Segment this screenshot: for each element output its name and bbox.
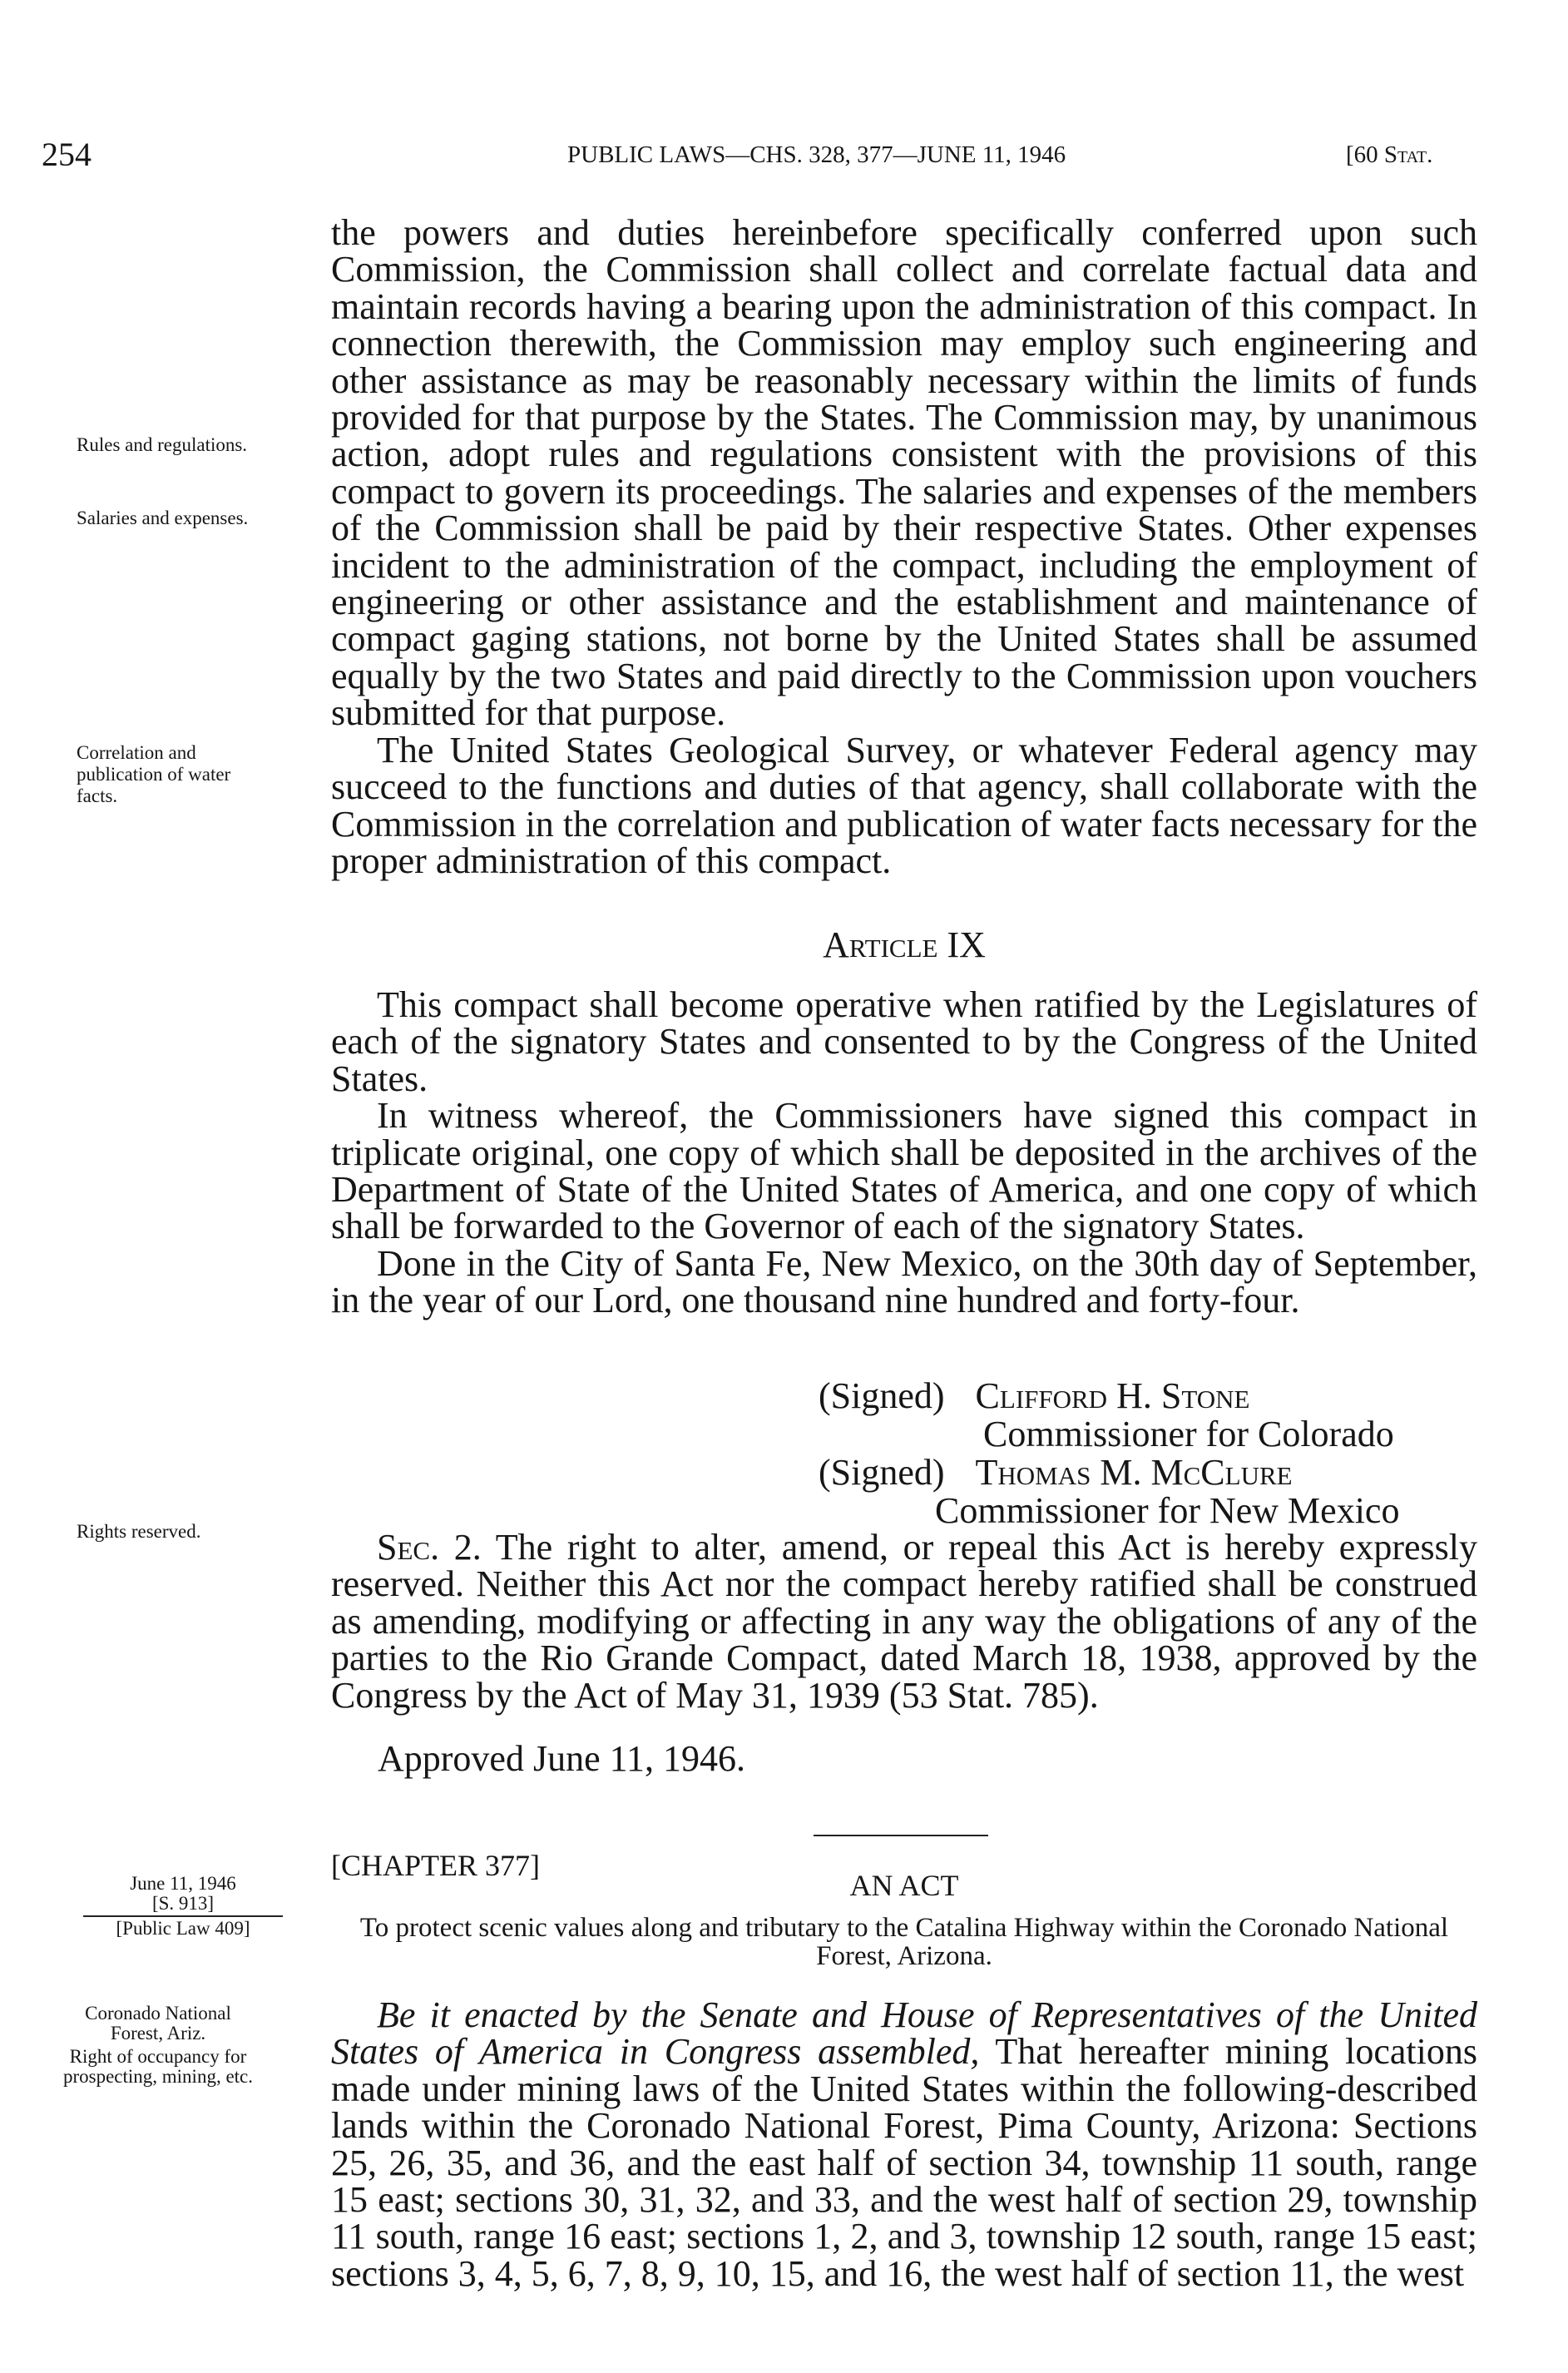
margin-note-salaries: Salaries and expenses.	[77, 508, 249, 528]
running-title: PUBLIC LAWS—CHS. 328, 377—JUNE 11, 1946	[567, 141, 1066, 168]
chapter-bill: [S. 913]	[151, 1893, 215, 1914]
chapter-margin-rule	[83, 1915, 283, 1917]
signed-label-2: (Signed)	[819, 1452, 945, 1493]
margin-note-rules: Rules and regulations.	[77, 434, 248, 455]
paragraph-geological-survey: The United States Geological Survey, or whatever Federal agency may succeed to the functions and duties of that agency, shall collaborate with the Commission in the correlation and publication of water facts necessary for the proper administration of this compact.	[331, 729, 1477, 881]
signature-1	[819, 1375, 1250, 1416]
paragraph-operative: This compact shall become operative when ratified by the Legislatures of each of the signatory States and consented to by the Congress of the United States.	[331, 984, 1477, 1099]
paragraph-commission-duties: the powers and duties hereinbefore specifically conferred upon such Commission, the Commission shall collect and correlate factual data and maintain records having a bearing upon the administration of this compact. In connection therewith, the Commission may employ such engineering and other assistance as may be reasonably necessary within the limits of funds provided for that purpose by the States. The Commission may, by unanimous action, adopt rules and regulations consistent with the provisions of this compact to govern its proceedings. The salaries and expenses of the members of the Commission shall be paid by their respective States. Other expenses incident to the administration of the compact, including the employment of engineering or other assistance and the establishment and maintenance of compact gaging stations, not borne by the United States shall be assumed equally by the two States and paid directly to the Commission upon vouchers submitted for that purpose.	[331, 212, 1477, 734]
body-top	[331, 212, 1477, 881]
margin-note-rights: Rights reserved.	[77, 1521, 201, 1542]
section-2	[331, 1529, 1477, 1714]
act-purpose: To protect scenic values along and tributary to the Catalina Highway within the Coronado National Forest, Arizona.	[359, 1913, 1449, 1971]
chapter-law: [Public Law 409]	[116, 1918, 250, 1939]
section-2-text: The right to alter, amend, or repeal this Act is hereby expressly reserved. Neither this Act nor the compact hereby ratified shall be construed as amending, modifying or affecting in any way the obligations of any of the parties to the Rio Grande Compact, dated March 18, 1938, approved by the Congress by the Act of May 31, 1939 (53 Stat. 785).	[331, 1527, 1477, 1716]
chapter-rule	[814, 1835, 988, 1836]
signatory-name-2: Thomas M. McClure	[975, 1452, 1293, 1493]
approved-line: Approved June 11, 1946.	[378, 1738, 745, 1779]
body-article-ix	[331, 984, 1477, 1321]
chapter-heading: [CHAPTER 377]	[331, 1849, 540, 1882]
act-text: That hereafter mining locations made under mining laws of the United States within the following-described lands within the Coronado National Forest, Pima County, Arizona: Sections 25, 26, 35, and 36, and the east half of section 34, township 11 south, range 15 east; sections 30, 31, 32, and 33, and the west half of section 29, township 11 south, range 16 east; sections 1, 2, and 3, township 12 south, range 15 east; sections 3, 4, 5, 6, 7, 8, 9, 10, 15, and 16, the west half of section 11, the west	[331, 2031, 1477, 2294]
signatory-name-1: Clifford H. Stone	[975, 1375, 1250, 1416]
chapter-margin-block	[83, 1874, 283, 1939]
act-body	[331, 1994, 1477, 2294]
act-title: AN ACT	[849, 1869, 959, 1902]
signatory-title-2: Commissioner for New Mexico	[935, 1490, 1400, 1531]
paragraph-done: Done in the City of Santa Fe, New Mexico, on the 30th day of September, in the year of our Lord, one thousand nine hundred and forty-four.	[331, 1242, 1477, 1321]
margin-note-coronado: Coronado National Forest, Ariz.	[85, 2003, 231, 2044]
signature-2	[819, 1454, 1293, 1491]
volume-stat: Stat.	[1383, 141, 1433, 168]
chapter-date: June 11, 1946	[130, 1873, 236, 1894]
article-heading: Article IX	[823, 924, 986, 965]
volume-prefix: [60	[1346, 141, 1378, 168]
signatory-title-1: Commissioner for Colorado	[983, 1414, 1394, 1454]
paragraph-witness: In witness whereof, the Commissioners have signed this compact in triplicate original, one copy of which shall be deposited in the archives of the Department of State of the United States of America, and one copy of which shall be forwarded to the Governor of each of the signatory States.	[331, 1095, 1477, 1247]
signed-label-1: (Signed)	[819, 1375, 945, 1416]
margin-note-occupancy: Right of occupancy for prospecting, mining, etc.	[62, 2046, 254, 2087]
page-number: 254	[42, 136, 92, 173]
margin-note-correlation: Correlation and publication of water facts.	[77, 742, 231, 806]
section-2-label: Sec. 2.	[377, 1527, 482, 1568]
enacting-clause: Be it enacted by the Senate and House of Representatives of the United States of America in Congress assembled,	[331, 1994, 1477, 2073]
volume-reference	[1346, 141, 1432, 169]
